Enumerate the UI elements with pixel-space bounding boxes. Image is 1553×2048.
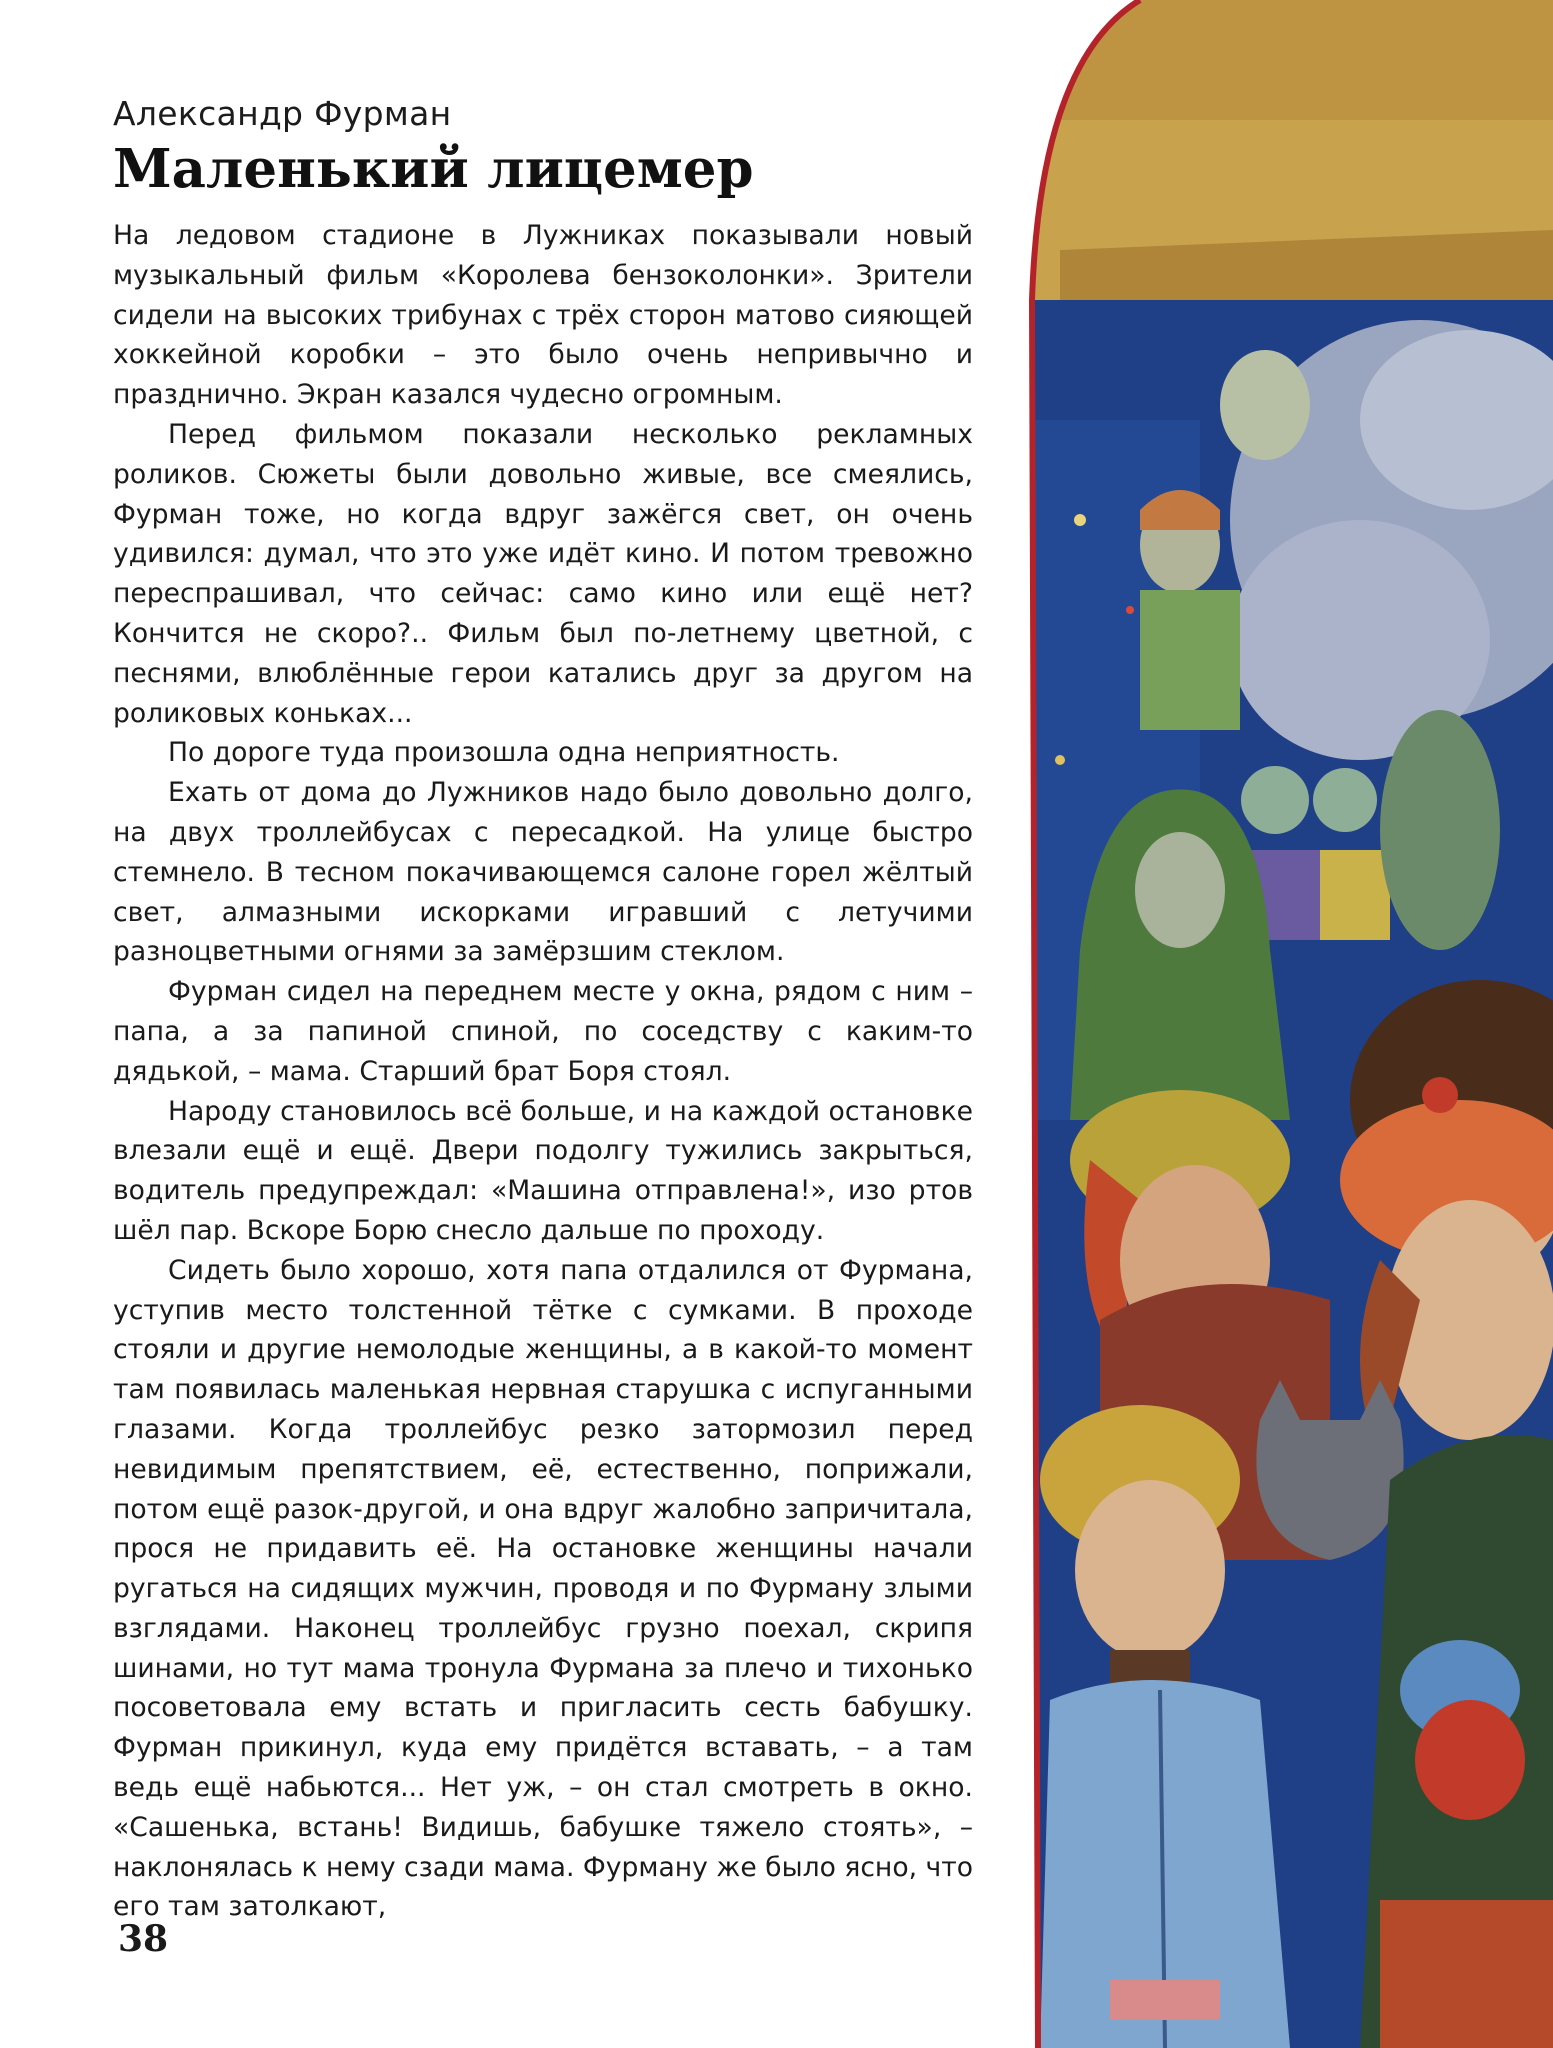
paragraph: По дороге туда произошла одна неприятность. bbox=[168, 737, 840, 769]
text-column bbox=[113, 92, 973, 1927]
story-body bbox=[113, 216, 973, 1927]
author-name: Александр Фурман bbox=[113, 94, 452, 133]
illustration bbox=[1000, 0, 1553, 2048]
paragraph: Сидеть было хорошо, хотя папа отдалился от Фурмана, уступив место толстенной тётке с сумками. В проходе стояли и другие немолодые женщины, а в какой-то момент там появилась маленькая нервная старушка с испуганными глазами. Когда троллейбус резко затормозил перед невидимым препятствием, её, естественно, поприжали, потом ещё разок-другой, и она вдруг жалобно запричитала, прося не придавить её. На остановке женщины начали ругаться на сидящих мужчин, проводя и по Фурману злыми взглядами. Наконец троллейбус грузно поехал, скрипя шинами, но тут мама тронула Фурмана за плечо и тихонько посоветовала ему встать и пригласить сесть бабушку. Фурман прикинул, куда ему придётся вставать, – а там ведь ещё набьются... Нет уж, – он стал смотреть в окно. «Сашенька, встань! Видишь, бабушке тяжело стоять», – наклонялась к нему сзади мама. Фурману же было ясно, что его там затолкают, bbox=[113, 1254, 973, 1923]
paragraph: Ехать от дома до Лужников надо было довольно долго, на двух троллейбусах с пересадкой. На улице быстро стемнело. В тесном покачивающемся салоне горел жёлтый свет, алмазными искорками игравший с летучими разноцветными огнями за замёрзшим стеклом. bbox=[113, 777, 973, 968]
face bbox=[1220, 350, 1310, 460]
child-face bbox=[1075, 1480, 1225, 1660]
child-head bbox=[1241, 766, 1309, 834]
paragraph: Перед фильмом показали несколько рекламных роликов. Сюжеты были довольно живые, все смеялись, Фурман тоже, но когда вдруг зажёгся свет, он очень удивился: думал, что это уже идёт кино. И потом тревожно переспрашивал, что сейчас: само кино или ещё нет? Кончится не скоро?.. Фильм был по-летнему цветной, с песнями, влюблённые герои катались друг за другом на роликовых коньках... bbox=[113, 418, 973, 729]
page-number: 38 bbox=[118, 1918, 169, 1960]
painting bbox=[1000, 0, 1553, 2048]
paragraph: Фурман сидел на переднем месте у окна, рядом с ним – папа, а за папиной спиной, по соседству с каким-то дядькой, – мама. Старший брат Боря стоял. bbox=[113, 976, 973, 1087]
paragraph: Народу становилось всё больше, и на каждой остановке влезали ещё и ещё. Двери подолгу тужились закрыться, водитель предупреждал: «Машина отправлена!», изо ртов шёл пар. Вскоре Борю снесло дальше по проходу. bbox=[113, 1095, 973, 1246]
paragraph: На ледовом стадионе в Лужниках показывали новый музыкальный фильм «Королева бензоколонки». Зрители сидели на высоких трибунах с трёх сторон матово сияющей хоккейной коробки – это было очень непривычно и празднично. Экран казался чудесно огромным. bbox=[113, 220, 973, 411]
child-head bbox=[1313, 768, 1377, 832]
crowd-illustration-svg bbox=[1000, 0, 1553, 2048]
story-title: Маленький лицемер bbox=[113, 138, 754, 200]
